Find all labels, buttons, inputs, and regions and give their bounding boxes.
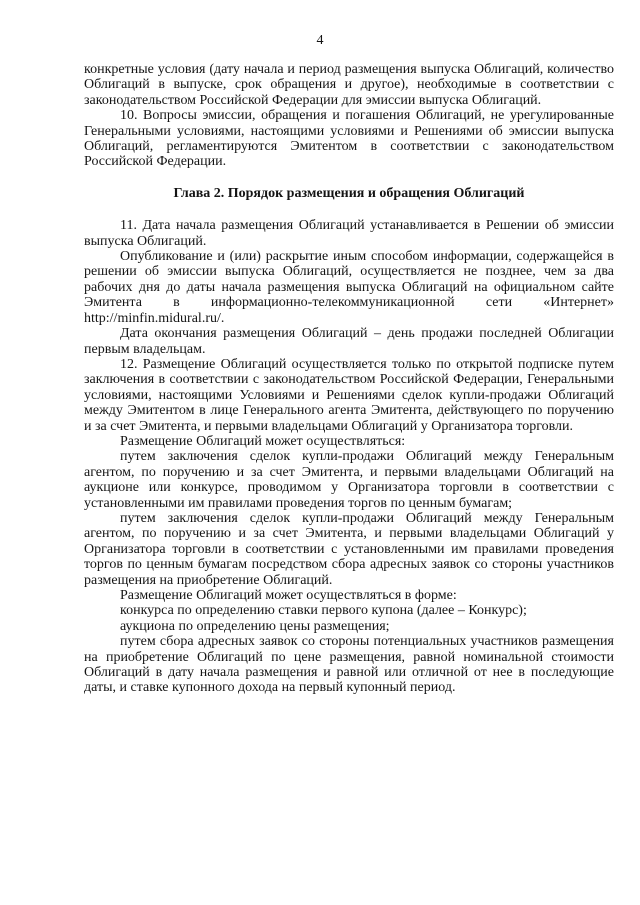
page-number: 4 — [316, 33, 324, 48]
placement-way-bookbuilding: путем заключения сделок купли-продажи Облигаций между Генеральным агентом, по поручению и за счет Эмитента, и первыми владельцами Облигаций у Организатора торговли в соответствии с установленными им правилами проведения торгов по ценным бумагам посредством сбора адресных заявок со стороны участников размещения на приобретение Облигаций. — [84, 510, 614, 588]
placement-form-auction: аукциона по определению цены размещения; — [120, 618, 390, 634]
placement-way-auction: путем заключения сделок купли-продажи Облигаций между Генеральным агентом, по поручению и за счет Эмитента, и первыми владельцами Облигаций на аукционе или конкурсе, проводимом у Организатора торговли в соответствии с установленными им правилами проведения торгов по ценным бумагам; — [84, 449, 614, 511]
placement-form-orders: путем сбора адресных заявок со стороны потенциальных участников размещения на приобретение Облигаций по цене размещения, равной номинальной стоимости Облигаций в дату начала размещения и равной или отличной от нее в последующие даты, и ставке купонного дохода на первый купонный период. — [84, 634, 614, 696]
item-12-paragraph: 12. Размещение Облигаций осуществляется только по открытой подписке путем заключения в соответствии с законодательством Российской Федерации, Генеральными условиями, настоящими Условиями и Решениями сделок купли-продажи Облигаций между Эмитентом в лице Генерального агента Эмитента, действующего по поручению и за счет Эмитента, и первыми владельцами Облигаций у Организатора торговли. — [84, 356, 614, 434]
end-date-paragraph: Дата окончания размещения Облигаций – день продажи последней Облигации первым владельцам. — [84, 326, 614, 357]
placement-form-contest: конкурса по определению ставки первого купона (далее – Конкурс); — [120, 603, 527, 619]
document-body — [84, 62, 614, 696]
placement-forms-intro: Размещение Облигаций может осуществляться в форме: — [120, 588, 457, 603]
intro-paragraph: конкретные условия (дату начала и период размещения выпуска Облигаций, количество Облигаций в выпуске, срок обращения и другое), необходимые в соответствии с законодательством Российской Федерации для эмиссии выпуска Облигаций. — [84, 62, 614, 108]
chapter-title: Глава 2. Порядок размещения и обращения Облигаций — [173, 185, 525, 201]
publication-paragraph: Опубликование и (или) раскрытие иным способом информации, содержащейся в решении об эмиссии выпуска Облигаций, осуществляется не позднее, чем за два рабочих дня до даты начала размещения выпуска Облигаций на официальном сайте Эмитента в информационно-телекоммуникационной сети «Интернет» http://minfin.midural.ru/. — [84, 249, 614, 326]
item-11-paragraph: 11. Дата начала размещения Облигаций устанавливается в Решении об эмиссии выпуска Облигаций. — [84, 218, 614, 249]
placement-ways-intro: Размещение Облигаций может осуществляться: — [120, 433, 406, 449]
item-10-paragraph: 10. Вопросы эмиссии, обращения и погашения Облигаций, не урегулированные Генеральными условиями, настоящими условиями и Решениями об эмиссии выпуска Облигаций, регламентируются Эмитентом в соответствии с законодательством Российской Федерации. — [84, 108, 614, 170]
